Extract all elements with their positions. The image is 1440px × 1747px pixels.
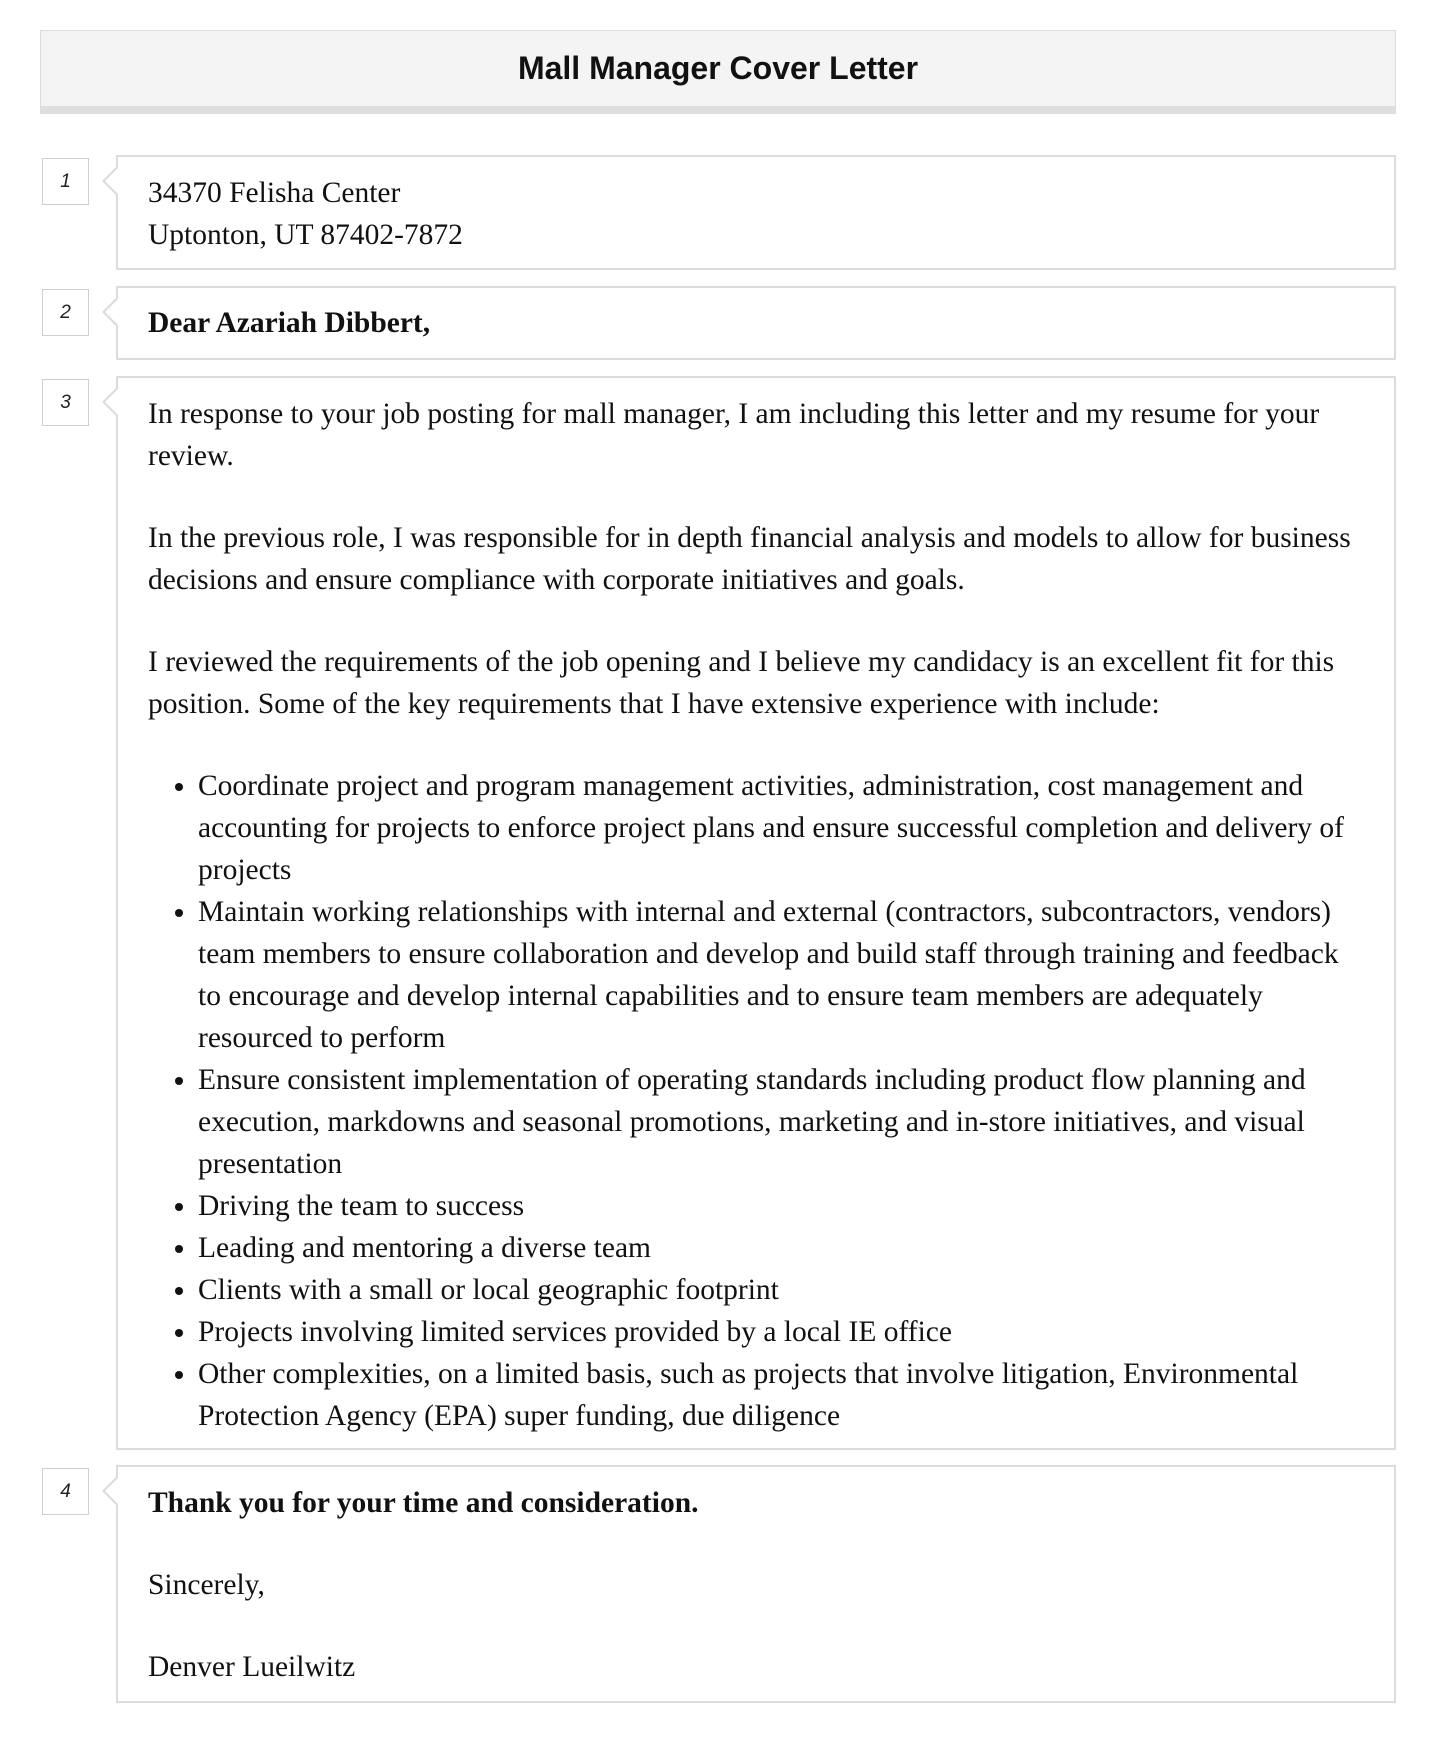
address-line-2: Uptonton, UT 87402-7872 [148, 219, 463, 251]
title-banner [40, 30, 1396, 114]
address-block [116, 155, 1396, 270]
list-item: • Projects involving limited services provided by a local IE office [198, 1311, 1364, 1353]
salutation-block [116, 286, 1396, 360]
section-number-4: 4 [42, 1468, 89, 1515]
section-number-1: 1 [42, 158, 89, 205]
list-item: • Ensure consistent implementation of operating standards including product flow planning and execution, markdowns and seasonal promotions, marketing and in-store initiatives, and visual presentation [198, 1059, 1364, 1185]
address-line-1: 34370 Felisha Center [148, 177, 401, 209]
section-number-2: 2 [42, 289, 89, 336]
list-item: • Leading and mentoring a diverse team [198, 1227, 1364, 1269]
requirements-list [148, 765, 1364, 1437]
list-item: • Clients with a small or local geographic footprint [198, 1269, 1364, 1311]
thanks-line: Thank you for your time and consideration. [148, 1487, 699, 1519]
closing-block [116, 1465, 1396, 1703]
list-item: • Driving the team to success [198, 1185, 1364, 1227]
list-item: • Other complexities, on a limited basis, such as projects that involve litigation, Environmental Protection Agency (EPA) super funding, due diligence [198, 1353, 1364, 1437]
body-paragraph-2: In the previous role, I was responsible for in depth financial analysis and models to allow for business decisions and ensure compliance with corporate initiatives and goals. [148, 522, 1351, 596]
body-paragraph-1: In response to your job posting for mall manager, I am including this letter and my resume for your review. [148, 398, 1320, 472]
list-item: • Coordinate project and program management activities, administration, cost management and accounting for projects to enforce project plans and ensure successful completion and delivery of projects [198, 765, 1364, 891]
list-item: • Maintain working relationships with internal and external (contractors, subcontractors, vendors) team members to ensure collaboration and develop and build staff through training and feedback to encourage and develop internal capabilities and to ensure team members are adequately resourced to perform [198, 891, 1364, 1059]
section-number-3: 3 [42, 379, 89, 426]
page-title: Mall Manager Cover Letter [517, 50, 919, 86]
body-paragraph-3: I reviewed the requirements of the job opening and I believe my candidacy is an excellent fit for this position. Some of the key requirements that I have extensive experience with include: [148, 646, 1335, 720]
signature: Denver Lueilwitz [148, 1651, 356, 1683]
closing-line: Sincerely, [148, 1569, 265, 1601]
letter-body [116, 376, 1396, 1450]
salutation: Dear Azariah Dibbert, [148, 307, 431, 339]
